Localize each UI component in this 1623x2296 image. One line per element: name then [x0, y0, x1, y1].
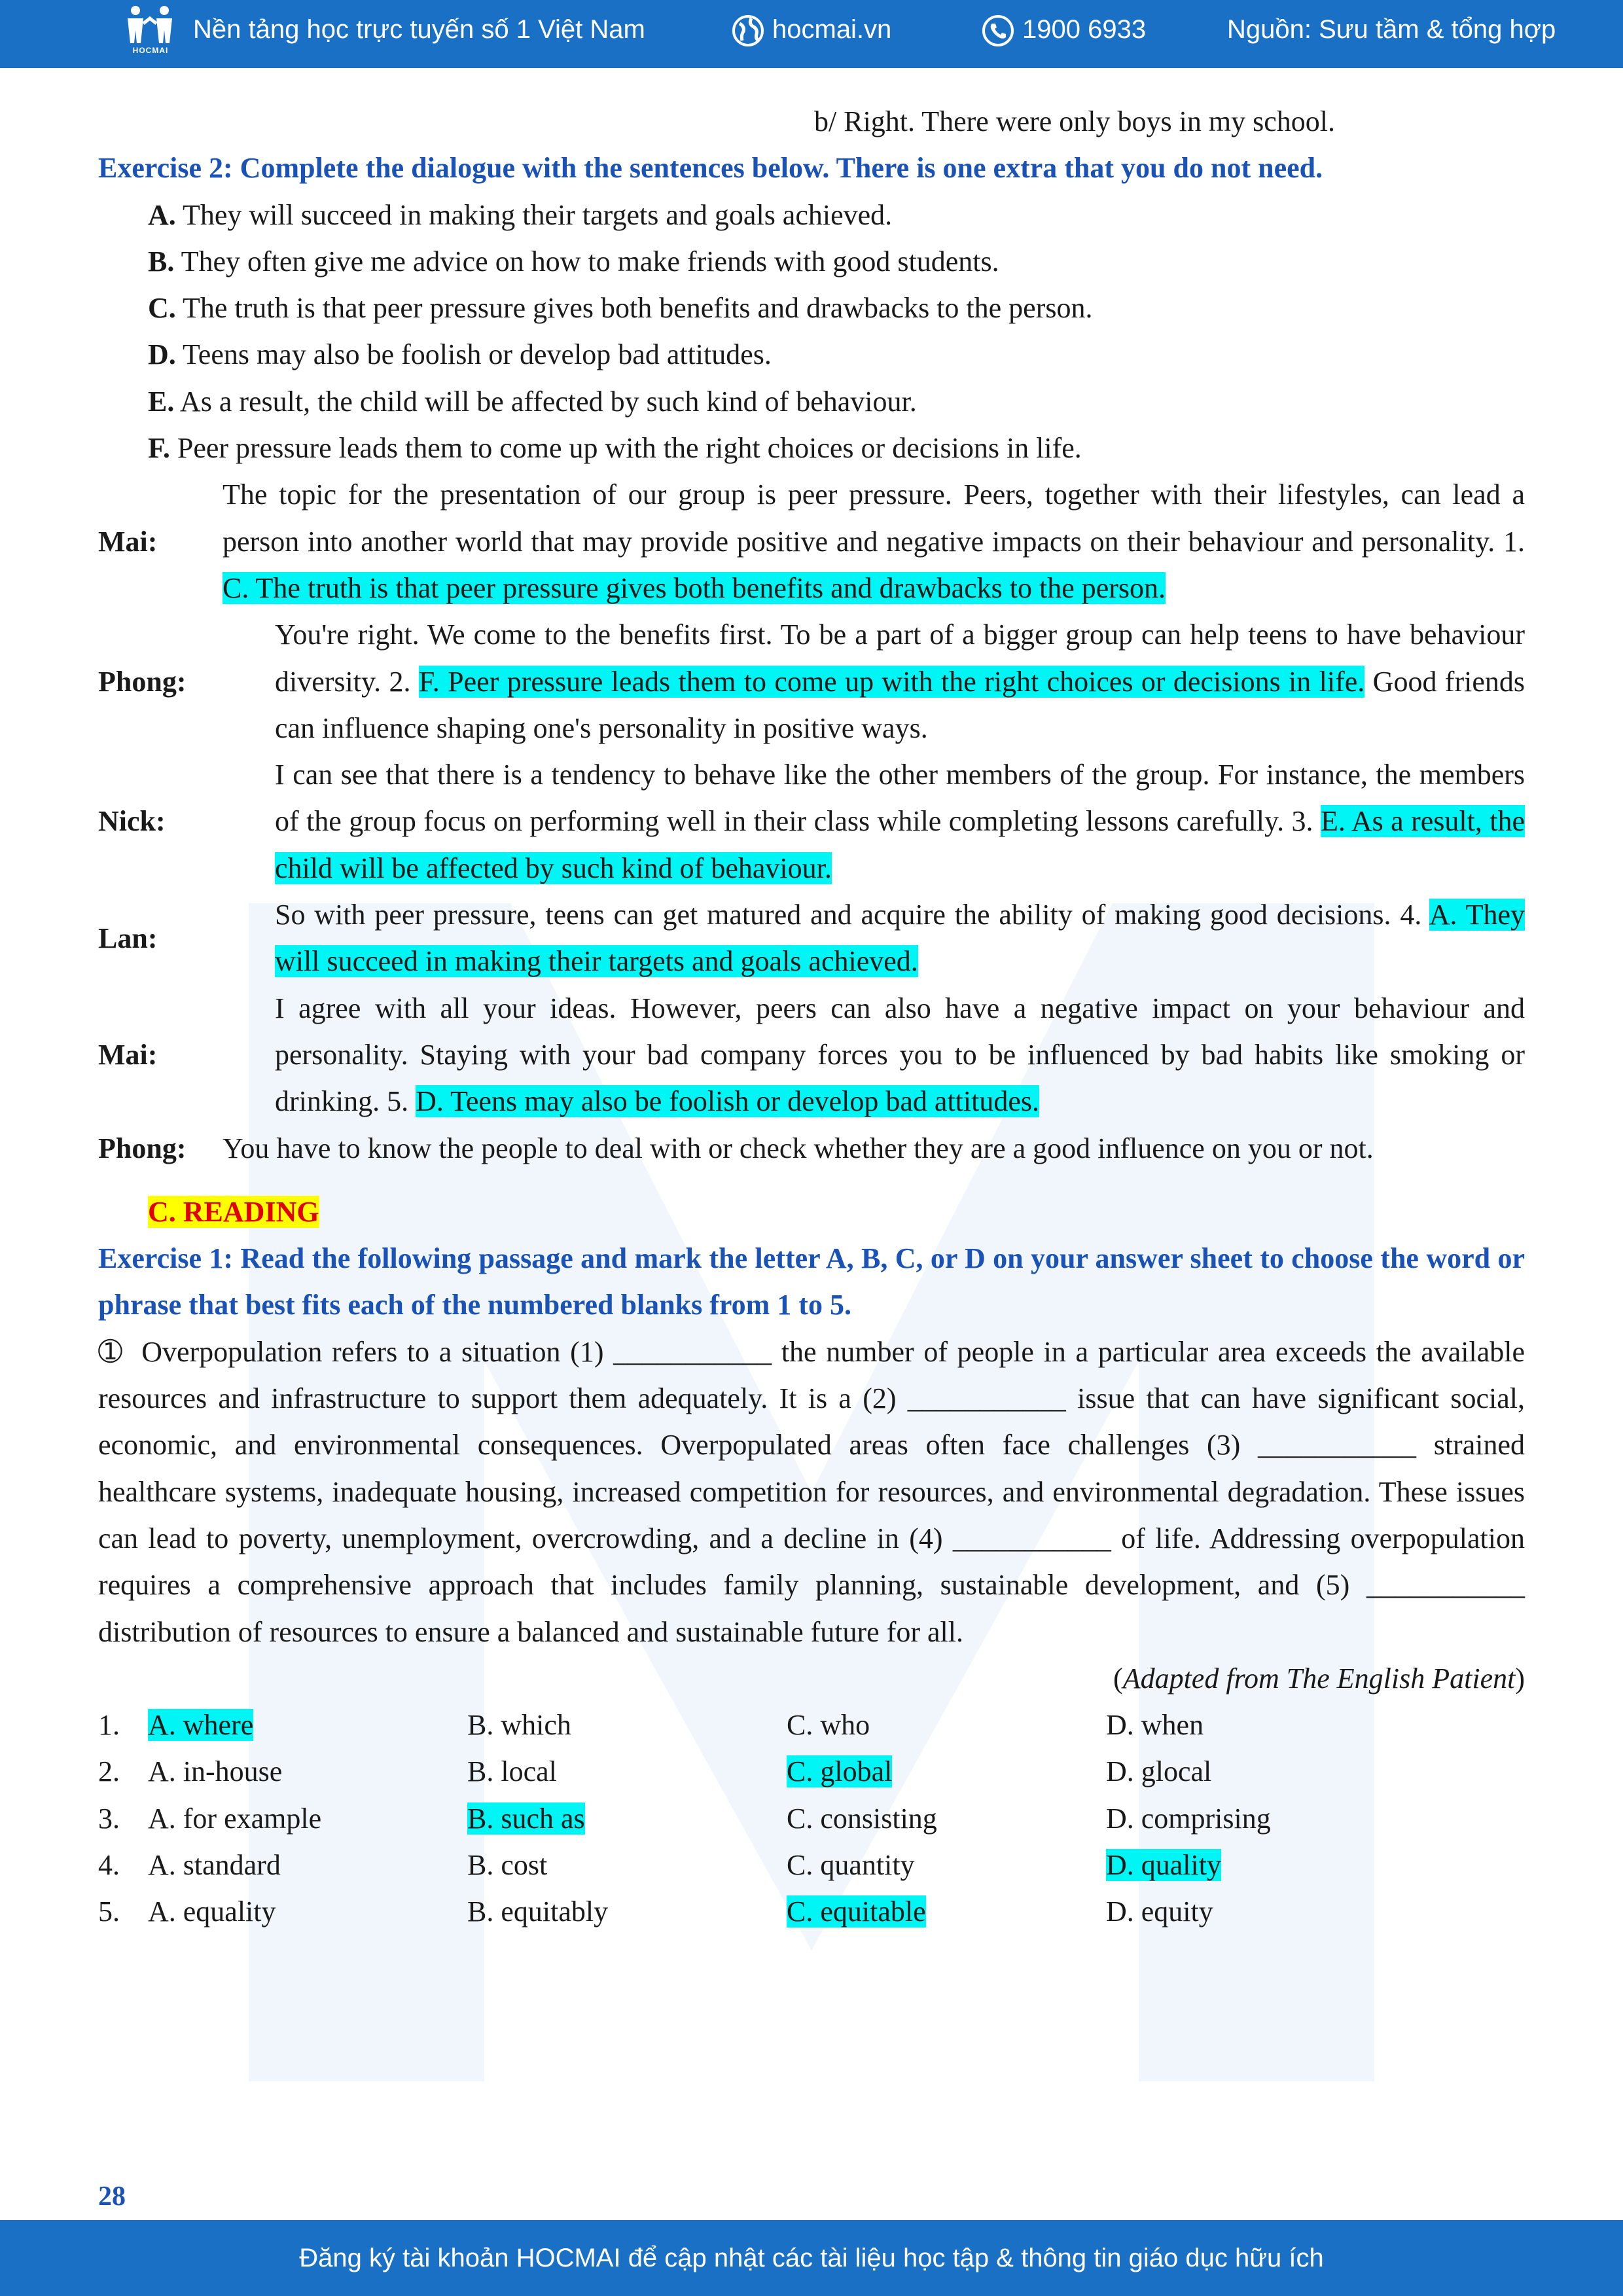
header-bar: [0, 0, 1623, 68]
answer-choice[interactable]: D. comprising: [1106, 1802, 1271, 1835]
page-number: 28: [98, 2181, 126, 2212]
filled-answer: A. They will succeed in making their targets and goals achieved.: [275, 899, 1525, 978]
option-a: A. They will succeed in making their targets and goals achieved.: [148, 198, 893, 231]
option-b: B. They often give me advice on how to make friends with good students.: [148, 245, 999, 278]
answer-choice[interactable]: C. equitable: [787, 1895, 926, 1928]
dialogue-line: [98, 471, 1525, 611]
answer-choice[interactable]: A. where: [148, 1709, 254, 1742]
answer-choice[interactable]: D. glocal: [1106, 1755, 1212, 1788]
filled-answer: C. The truth is that peer pressure gives both benefits and drawbacks to the person.: [223, 571, 1166, 604]
speaker: Phong:: [98, 1132, 187, 1164]
dialogue-line: [98, 891, 1525, 985]
answer-choice[interactable]: C. global: [787, 1755, 893, 1788]
question-row: 3. A. for example B. such as C. consisting D. comprising: [98, 1802, 1271, 1835]
prev-answer: b/ Right. There were only boys in my school.: [814, 105, 1335, 137]
answer-choice[interactable]: C. quantity: [787, 1848, 915, 1881]
dialogue-text: So with peer pressure, teens can get matured and acquire the ability of making good decisions. 4. A. They will succeed in making their targets and goals achieved.: [275, 899, 1525, 978]
reading-section-title: C. READING: [148, 1195, 319, 1228]
dialogue-line: [98, 751, 1525, 891]
phone-text: 1900 6933: [1022, 15, 1147, 44]
globe-icon: [732, 14, 764, 47]
hocmai-logo[interactable]: [121, 4, 180, 56]
exercise2-options: [98, 192, 1525, 472]
question-row: 5. A. equality B. equitably C. equitable D. equity: [98, 1895, 1213, 1928]
paragraph-marker-icon: ➀: [98, 1335, 122, 1368]
answer-choice[interactable]: A. standard: [148, 1848, 281, 1881]
option-c: C. The truth is that peer pressure gives both benefits and drawbacks to the person.: [148, 292, 1093, 325]
speaker: Mai:: [98, 525, 158, 558]
speaker: Nick:: [98, 805, 166, 838]
question-row: 4. A. standard B. cost C. quantity D. quality: [98, 1848, 1221, 1881]
filled-answer: D. Teens may also be foolish or develop bad attitudes.: [416, 1085, 1040, 1118]
logo-icon: [121, 4, 180, 47]
filled-answer: E. As a result, the child will be affected by such kind of behaviour.: [275, 805, 1525, 884]
speaker: Phong:: [98, 665, 187, 698]
filled-answer: F. Peer pressure leads them to come up with the right choices or decisions in life.: [418, 665, 1365, 698]
passage-text: Overpopulation refers to a situation (1) ___________ the number of people in a particular area exceeds the available resources and infrastructure to support them adequately. It is a (2) ___________ issue that can have significant social, economic, and environmental consequences. Overpopulated areas often face challenges (3) ___________ strained healthcare systems, inadequate housing, increased competition for resources, and environmental degradation. These issues can lead to poverty, unemployment, overcrowding, and a decline in (4) ___________ of life. Addressing overpopulation requires a comprehensive approach that includes family planning, sustainable development, and (5) ___________ distribution of resources to ensure a balanced and sustainable future for all.: [98, 1335, 1525, 1648]
phone-icon: [982, 14, 1014, 47]
dialogue-text: The topic for the presentation of our group is peer pressure. Peers, together with their lifestyles, can lead a person into another world that may provide positive and negative impacts on their behaviour and personality. 1. C. The truth is that peer pressure gives both benefits and drawbacks to the person.: [223, 478, 1525, 604]
footer-banner[interactable]: Đăng ký tài khoản HOCMAI để cập nhật các tài liệu học tập & thông tin giáo dục hữu ích: [0, 2220, 1623, 2296]
reading-passage: [98, 1329, 1525, 1655]
option-d: D. Teens may also be foolish or develop bad attitudes.: [148, 338, 772, 371]
answer-choice[interactable]: B. which: [467, 1709, 571, 1742]
dialogue-line: [98, 611, 1525, 751]
answer-options: [98, 1702, 1525, 1935]
answer-choice[interactable]: C. consisting: [787, 1802, 937, 1835]
answer-choice[interactable]: B. equitably: [467, 1895, 609, 1928]
question-row: 1. A. where B. which C. who D. when: [98, 1709, 1204, 1742]
dialogue-text: I can see that there is a tendency to behave like the other members of the group. For instance, the members of the group focus on performing well in their class while completing lessons carefully. 3. E. As a result, the child will be affected by such kind of behaviour.: [275, 759, 1525, 884]
speaker: Lan:: [98, 922, 158, 954]
answer-choice[interactable]: A. in-house: [148, 1755, 283, 1788]
exercise2-title: Exercise 2: Complete the dialogue with the sentences below. There is one extra that you do not need.: [98, 152, 1323, 185]
dialogue-line: [98, 985, 1525, 1125]
dialogue-text: You're right. We come to the benefits first. To be a part of a bigger group can help teens to have behaviour diversity. 2. F. Peer pressure leads them to come up with the right choices or decisions in life. Good friends can influence shaping one's personality in positive ways.: [275, 619, 1525, 744]
speaker: Mai:: [98, 1038, 158, 1071]
phone-link[interactable]: [982, 0, 1146, 68]
answer-choice[interactable]: B. cost: [467, 1848, 548, 1881]
answer-choice[interactable]: D. when: [1106, 1709, 1204, 1742]
dialogue-line: [98, 1125, 1525, 1172]
answer-choice[interactable]: B. local: [467, 1755, 557, 1788]
source-text: Nguồn: Sưu tầm & tổng hợp: [1227, 15, 1556, 44]
answer-choice[interactable]: A. equality: [148, 1895, 276, 1928]
tagline: Nền tảng học trực tuyến số 1 Việt Nam: [193, 15, 645, 44]
section-heading: [98, 1189, 1525, 1235]
page-content: [98, 98, 1525, 1935]
option-f: F. Peer pressure leads them to come up with the right choices or decisions in life.: [148, 432, 1082, 465]
answer-choice[interactable]: C. who: [787, 1709, 870, 1742]
answer-choice[interactable]: D. quality: [1106, 1848, 1221, 1881]
answer-choice[interactable]: A. for example: [148, 1802, 322, 1835]
passage-source: (Adapted from The English Patient): [1113, 1662, 1525, 1695]
dialogue-text: You have to know the people to deal with or check whether they are a good influence on you or not.: [223, 1132, 1374, 1164]
answer-choice[interactable]: D. equity: [1106, 1895, 1213, 1928]
website-link[interactable]: [732, 0, 891, 68]
answer-choice[interactable]: B. such as: [467, 1802, 585, 1835]
logo-text: HOCMAI: [132, 46, 169, 55]
question-row: 2. A. in-house B. local C. global D. glocal: [98, 1755, 1212, 1788]
dialogue-text: I agree with all your ideas. However, peers can also have a negative impact on your behaviour and personality. Staying with your bad company forces you to be influenced by bad habits like smoking or drinking. 5. D. Teens may also be foolish or develop bad attitudes.: [275, 992, 1525, 1118]
option-e: E. As a result, the child will be affected by such kind of behaviour.: [148, 385, 917, 418]
reading-exercise-title: Exercise 1: Read the following passage and mark the letter A, B, C, or D on your answer sheet to choose the word or phrase that best fits each of the numbered blanks from 1 to 5.: [98, 1242, 1525, 1321]
website-text: hocmai.vn: [772, 15, 892, 44]
